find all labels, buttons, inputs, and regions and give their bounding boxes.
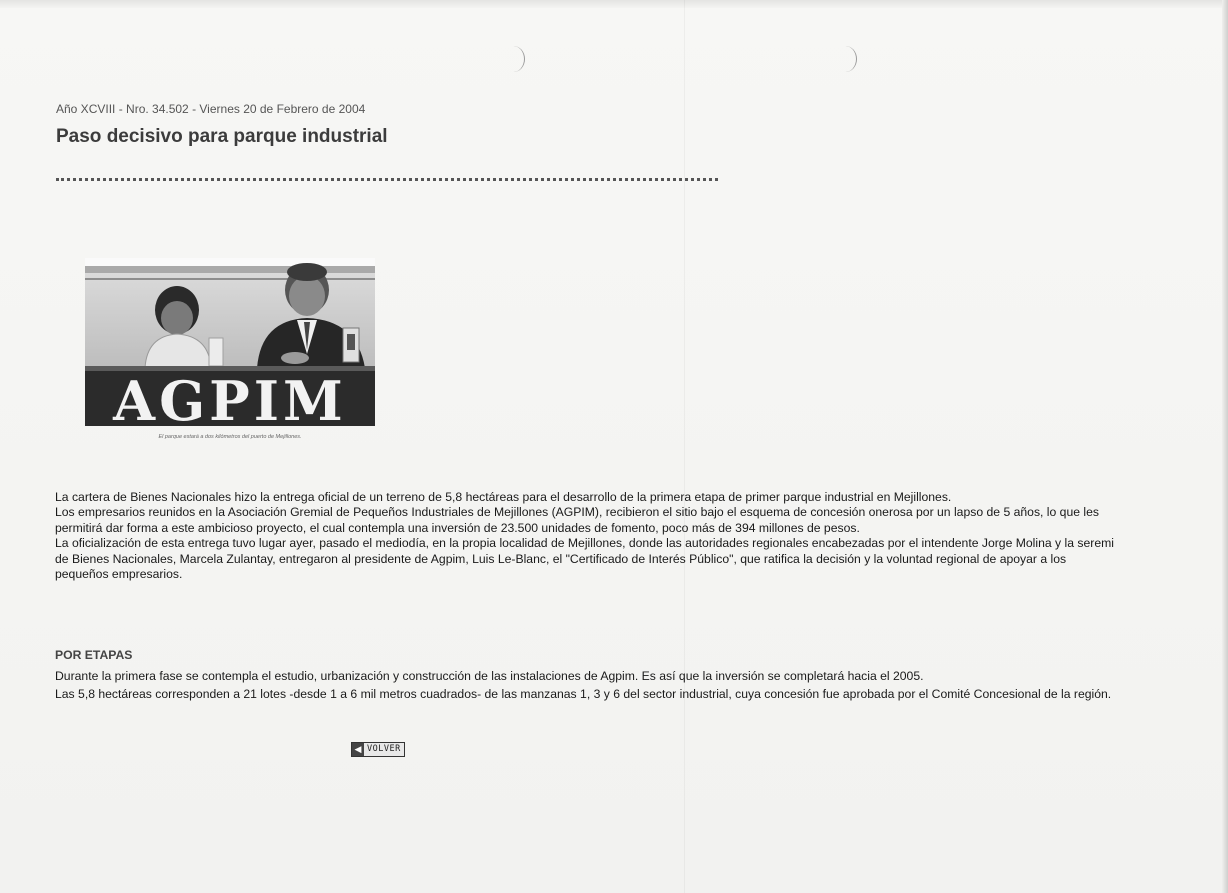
dotted-divider: [56, 178, 718, 181]
section-paragraph: Durante la primera fase se contempla el estudio, urbanización y construcción de las instalaciones de Agpim. Es así que la inversión se completará hacia el 2005.: [55, 669, 924, 683]
back-button-label: VOLVER: [367, 744, 401, 754]
punch-hole-mark: [834, 46, 857, 72]
article-photo: [85, 258, 375, 426]
back-button[interactable]: [351, 742, 405, 757]
article-headline: Paso decisivo para parque industrial: [56, 126, 388, 147]
banner-text: AGPIM: [113, 369, 347, 426]
section-paragraph: Las 5,8 hectáreas corresponden a 21 lotes -desde 1 a 6 mil metros cuadrados- de las manzanas 1, 3 y 6 del sector industrial, cuya concesión fue aprobada por el Comité Concesional de la región.: [55, 687, 1112, 701]
section-heading: POR ETAPAS: [55, 648, 133, 662]
photo-caption: El parque estará a dos kilómetros del puerto de Mejillones.: [158, 434, 302, 440]
article-paragraph: La oficialización de esta entrega tuvo lugar ayer, pasado el mediodía, en la propia localidad de Mejillones, donde las autoridades regionales encabezadas por el intendente Jorge Molina y la seremi de Bienes Nacionales, Marcela Zulantay, entregaron al presidente de Agpim, Luis Le-Blanc, el "Certificado de Interés Público", que ratifica la decisión y la voluntad regional de apoyar a los pequeños empresarios.: [55, 536, 1114, 582]
punch-hole-mark: [502, 46, 525, 72]
page-fold: [684, 0, 685, 893]
article-body: [55, 490, 1115, 582]
photo-illustration: [85, 258, 375, 426]
page-top-edge: [0, 0, 1228, 8]
left-arrow-icon: ◀: [352, 743, 364, 756]
section-body: [55, 667, 1115, 703]
issue-dateline: Año XCVIII - Nro. 34.502 - Viernes 20 de Febrero de 2004: [56, 102, 366, 116]
article-paragraph: La cartera de Bienes Nacionales hizo la entrega oficial de un terreno de 5,8 hectáreas para el desarrollo de la primera etapa de primer parque industrial en Mejillones.: [55, 490, 952, 504]
page-right-edge: [1222, 0, 1228, 893]
article-paragraph: Los empresarios reunidos en la Asociación Gremial de Pequeños Industriales de Mejillones (AGPIM), recibieron el sitio bajo el esquema de concesión onerosa por un lapso de 5 años, lo que les permitirá dar forma a este ambicioso proyecto, el cual contempla una inversión de 23.500 unidades de fomento, poco más de 394 millones de pesos.: [55, 505, 1099, 535]
